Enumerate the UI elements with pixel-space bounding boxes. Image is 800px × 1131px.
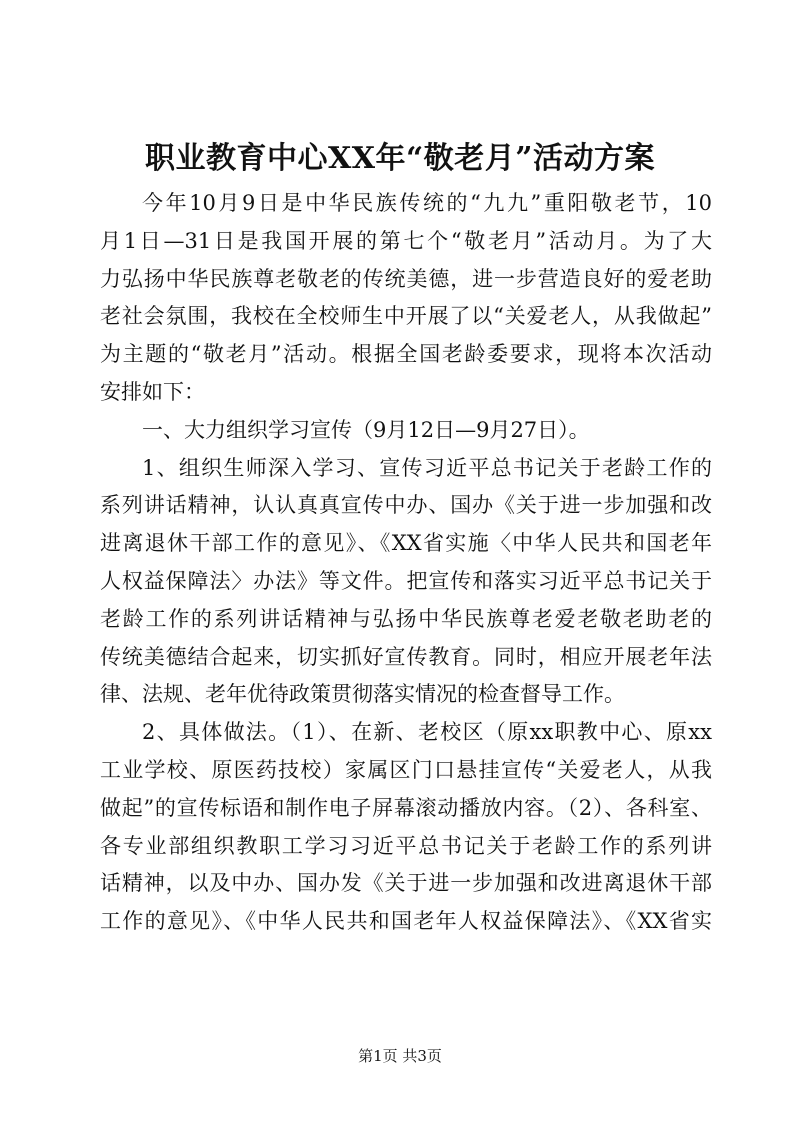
paragraph-line: 人权益保障法〉办法》等文件。把宣传和落实习近平总书记关于 <box>100 568 712 593</box>
document-body <box>100 185 712 941</box>
paragraph-line: 1、组织生师深入学习、宣传习近平总书记关于老龄工作的 <box>142 455 712 480</box>
paragraph-line: 系列讲话精神，认认真真宣传中办、国办《关于进一步加强和改 <box>100 493 712 518</box>
paragraph-line: 传统美德结合起来，切实抓好宣传教育。同时，相应开展老年法 <box>100 644 712 669</box>
paragraph-line: 各专业部组织教职工学习习近平总书记关于老龄工作的系列讲 <box>100 833 712 858</box>
paragraph-line: 安排如下： <box>100 379 205 404</box>
paragraph-line: 做起”的宣传标语和制作电子屏幕滚动播放内容。（2）、各科室、 <box>100 795 712 820</box>
page-number-footer: 第1页 共3页 <box>358 1047 442 1065</box>
paragraph-line: 2、具体做法。（1）、在新、老校区（原xx职教中心、原xx <box>142 720 712 745</box>
paragraph-line: 工作的意见》、《中华人民共和国老年人权益保障法》、《XX省实 <box>100 909 712 934</box>
paragraph-line: 力弘扬中华民族尊老敬老的传统美德，进一步营造良好的爱老助 <box>100 266 712 291</box>
document-title: 职业教育中心XX年“敬老月”活动方案 <box>144 141 656 176</box>
paragraph-line: 进离退休干部工作的意见》、《XX省实施〈中华人民共和国老年 <box>100 531 712 556</box>
paragraph-line: 律、法规、老年优待政策贯彻落实情况的检查督导工作。 <box>100 682 625 707</box>
paragraph-line: 老龄工作的系列讲话精神与弘扬中华民族尊老爱老敬老助老的 <box>100 606 712 631</box>
paragraph-line: 今年10月9日是中华民族传统的“九九”重阳敬老节，10 <box>142 191 712 215</box>
paragraph-line: 话精神，以及中办、国办发《关于进一步加强和改进离退休干部 <box>100 871 712 896</box>
paragraph-line: 老社会氛围，我校在全校师生中开展了以“关爱老人，从我做起” <box>100 304 712 329</box>
section-heading: 一、大力组织学习宣传（9月12日—9月27日）。 <box>142 417 590 442</box>
paragraph-line: 工业学校、原医药技校）家属区门口悬挂宣传“关爱老人，从我 <box>100 757 712 782</box>
paragraph-line: 月1日—31日是我国开展的第七个“敬老月”活动月。为了大 <box>100 228 712 253</box>
paragraph-line: 为主题的“敬老月”活动。根据全国老龄委要求，现将本次活动 <box>100 342 712 367</box>
